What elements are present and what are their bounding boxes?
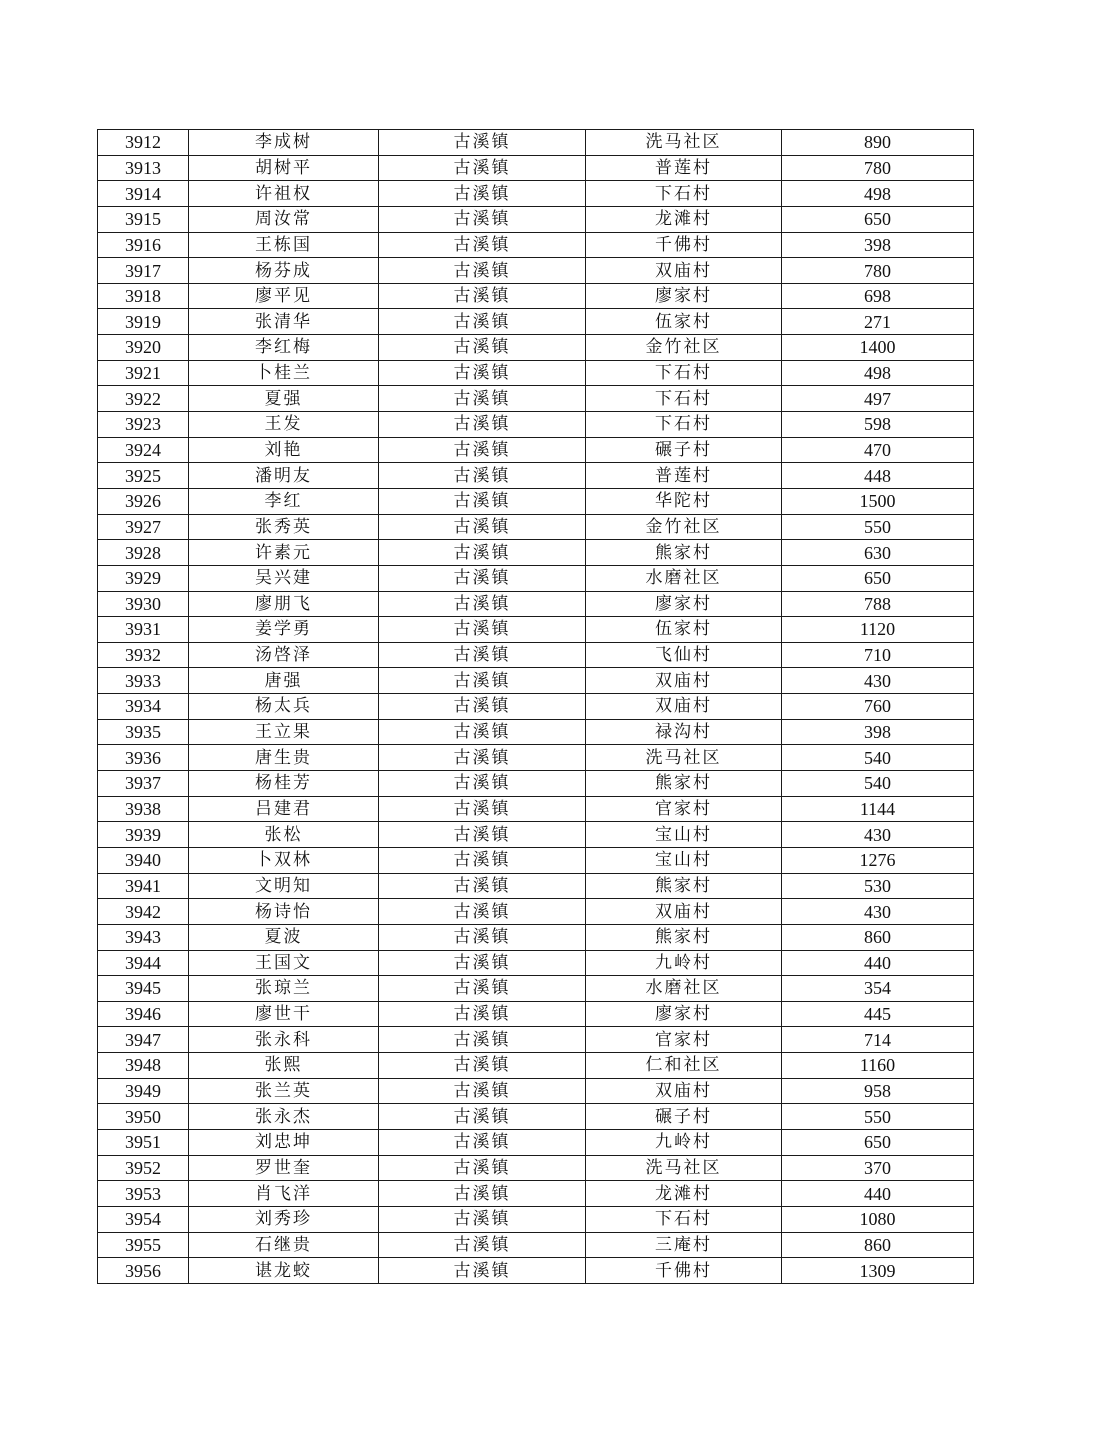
village-cell: 熊家村 [586,873,782,899]
serial-number-cell: 3954 [98,1206,189,1232]
table-row [98,437,974,463]
name-cell: 杨诗怡 [189,899,379,925]
serial-number-cell: 3916 [98,232,189,258]
table-row [98,1078,974,1104]
village-cell: 仁和社区 [586,1053,782,1079]
village-cell: 熊家村 [586,771,782,797]
village-cell: 双庙村 [586,694,782,720]
serial-number-cell: 3914 [98,181,189,207]
village-cell: 伍家村 [586,309,782,335]
amount-cell: 497 [782,386,974,412]
town-cell: 古溪镇 [379,873,586,899]
table-row [98,1027,974,1053]
table-row [98,591,974,617]
name-cell: 唐强 [189,668,379,694]
village-cell: 禄沟村 [586,719,782,745]
name-cell: 李红梅 [189,335,379,361]
amount-cell: 1400 [782,335,974,361]
town-cell: 古溪镇 [379,668,586,694]
village-cell: 双庙村 [586,899,782,925]
amount-cell: 698 [782,283,974,309]
serial-number-cell: 3913 [98,155,189,181]
amount-cell: 760 [782,694,974,720]
table-row [98,976,974,1002]
serial-number-cell: 3945 [98,976,189,1002]
table-row [98,822,974,848]
serial-number-cell: 3936 [98,745,189,771]
name-cell: 谌龙蛟 [189,1258,379,1284]
table-row [98,1053,974,1079]
town-cell: 古溪镇 [379,694,586,720]
name-cell: 廖世干 [189,1001,379,1027]
amount-cell: 788 [782,591,974,617]
amount-cell: 550 [782,1104,974,1130]
amount-cell: 714 [782,1027,974,1053]
village-cell: 千佛村 [586,232,782,258]
town-cell: 古溪镇 [379,899,586,925]
town-cell: 古溪镇 [379,130,586,156]
village-cell: 廖家村 [586,591,782,617]
name-cell: 刘艳 [189,437,379,463]
table-row [98,847,974,873]
serial-number-cell: 3948 [98,1053,189,1079]
town-cell: 古溪镇 [379,1206,586,1232]
village-cell: 下石村 [586,360,782,386]
village-cell: 龙滩村 [586,206,782,232]
name-cell: 吕建君 [189,796,379,822]
name-cell: 王栋国 [189,232,379,258]
table-row [98,1258,974,1284]
amount-cell: 430 [782,668,974,694]
amount-cell: 448 [782,463,974,489]
town-cell: 古溪镇 [379,1129,586,1155]
serial-number-cell: 3937 [98,771,189,797]
table-row [98,335,974,361]
name-cell: 廖朋飞 [189,591,379,617]
village-cell: 金竹社区 [586,335,782,361]
serial-number-cell: 3931 [98,617,189,643]
town-cell: 古溪镇 [379,796,586,822]
amount-cell: 530 [782,873,974,899]
town-cell: 古溪镇 [379,412,586,438]
village-cell: 下石村 [586,181,782,207]
serial-number-cell: 3925 [98,463,189,489]
table-row [98,617,974,643]
table-row [98,1104,974,1130]
name-cell: 卜桂兰 [189,360,379,386]
amount-cell: 1276 [782,847,974,873]
amount-cell: 710 [782,642,974,668]
town-cell: 古溪镇 [379,591,586,617]
village-cell: 碾子村 [586,1104,782,1130]
table-row [98,950,974,976]
town-cell: 古溪镇 [379,719,586,745]
name-cell: 肖飞洋 [189,1181,379,1207]
serial-number-cell: 3917 [98,258,189,284]
amount-cell: 1500 [782,488,974,514]
amount-cell: 780 [782,155,974,181]
town-cell: 古溪镇 [379,155,586,181]
amount-cell: 440 [782,950,974,976]
table-row [98,1155,974,1181]
serial-number-cell: 3921 [98,360,189,386]
name-cell: 张熙 [189,1053,379,1079]
town-cell: 古溪镇 [379,1181,586,1207]
serial-number-cell: 3927 [98,514,189,540]
serial-number-cell: 3951 [98,1129,189,1155]
name-cell: 张永科 [189,1027,379,1053]
name-cell: 张兰英 [189,1078,379,1104]
amount-cell: 430 [782,822,974,848]
name-cell: 胡树平 [189,155,379,181]
village-cell: 九岭村 [586,1129,782,1155]
serial-number-cell: 3919 [98,309,189,335]
town-cell: 古溪镇 [379,771,586,797]
serial-number-cell: 3933 [98,668,189,694]
amount-cell: 650 [782,1129,974,1155]
name-cell: 文明知 [189,873,379,899]
table-row [98,514,974,540]
serial-number-cell: 3935 [98,719,189,745]
town-cell: 古溪镇 [379,565,586,591]
table-row [98,181,974,207]
table-row [98,206,974,232]
amount-cell: 445 [782,1001,974,1027]
amount-cell: 1160 [782,1053,974,1079]
serial-number-cell: 3934 [98,694,189,720]
amount-cell: 780 [782,258,974,284]
town-cell: 古溪镇 [379,283,586,309]
table-row [98,745,974,771]
serial-number-cell: 3930 [98,591,189,617]
name-cell: 王立果 [189,719,379,745]
town-cell: 古溪镇 [379,463,586,489]
village-cell: 九岭村 [586,950,782,976]
table-body [98,130,974,1284]
table-row [98,232,974,258]
town-cell: 古溪镇 [379,976,586,1002]
town-cell: 古溪镇 [379,386,586,412]
name-cell: 杨桂芳 [189,771,379,797]
name-cell: 张永杰 [189,1104,379,1130]
serial-number-cell: 3922 [98,386,189,412]
village-cell: 双庙村 [586,258,782,284]
town-cell: 古溪镇 [379,1053,586,1079]
serial-number-cell: 3940 [98,847,189,873]
table-row [98,873,974,899]
town-cell: 古溪镇 [379,232,586,258]
amount-cell: 860 [782,1232,974,1258]
village-cell: 普莲村 [586,463,782,489]
amount-cell: 440 [782,1181,974,1207]
name-cell: 张清华 [189,309,379,335]
serial-number-cell: 3952 [98,1155,189,1181]
name-cell: 卜双林 [189,847,379,873]
serial-number-cell: 3941 [98,873,189,899]
serial-number-cell: 3944 [98,950,189,976]
table-row [98,1206,974,1232]
town-cell: 古溪镇 [379,1258,586,1284]
town-cell: 古溪镇 [379,847,586,873]
table-row [98,488,974,514]
village-cell: 三庵村 [586,1232,782,1258]
village-cell: 碾子村 [586,437,782,463]
table-row [98,258,974,284]
amount-cell: 398 [782,232,974,258]
amount-cell: 598 [782,412,974,438]
town-cell: 古溪镇 [379,335,586,361]
village-cell: 洗马社区 [586,745,782,771]
amount-cell: 650 [782,565,974,591]
name-cell: 李红 [189,488,379,514]
table-row [98,1001,974,1027]
table-row [98,668,974,694]
village-cell: 廖家村 [586,283,782,309]
amount-cell: 498 [782,181,974,207]
village-cell: 千佛村 [586,1258,782,1284]
name-cell: 唐生贵 [189,745,379,771]
village-cell: 洗马社区 [586,130,782,156]
town-cell: 古溪镇 [379,924,586,950]
table-row [98,694,974,720]
table-row [98,283,974,309]
table-row [98,1181,974,1207]
village-cell: 水磨社区 [586,565,782,591]
serial-number-cell: 3950 [98,1104,189,1130]
table-row [98,386,974,412]
village-cell: 双庙村 [586,1078,782,1104]
village-cell: 双庙村 [586,668,782,694]
name-cell: 潘明友 [189,463,379,489]
village-cell: 官家村 [586,796,782,822]
village-cell: 宝山村 [586,822,782,848]
serial-number-cell: 3929 [98,565,189,591]
serial-number-cell: 3956 [98,1258,189,1284]
amount-cell: 354 [782,976,974,1002]
village-cell: 飞仙村 [586,642,782,668]
name-cell: 李成树 [189,130,379,156]
table-row [98,1232,974,1258]
serial-number-cell: 3926 [98,488,189,514]
village-cell: 下石村 [586,412,782,438]
table-row [98,540,974,566]
table-row [98,771,974,797]
serial-number-cell: 3947 [98,1027,189,1053]
town-cell: 古溪镇 [379,181,586,207]
table-row [98,463,974,489]
town-cell: 古溪镇 [379,1155,586,1181]
table-row [98,719,974,745]
table-row [98,924,974,950]
name-cell: 张琼兰 [189,976,379,1002]
name-cell: 杨芬成 [189,258,379,284]
table-row [98,642,974,668]
serial-number-cell: 3924 [98,437,189,463]
amount-cell: 1120 [782,617,974,643]
amount-cell: 470 [782,437,974,463]
town-cell: 古溪镇 [379,206,586,232]
name-cell: 夏强 [189,386,379,412]
name-cell: 王国文 [189,950,379,976]
village-cell: 廖家村 [586,1001,782,1027]
serial-number-cell: 3942 [98,899,189,925]
village-cell: 下石村 [586,386,782,412]
amount-cell: 650 [782,206,974,232]
amount-cell: 540 [782,771,974,797]
town-cell: 古溪镇 [379,950,586,976]
town-cell: 古溪镇 [379,1001,586,1027]
village-cell: 水磨社区 [586,976,782,1002]
town-cell: 古溪镇 [379,437,586,463]
name-cell: 罗世奎 [189,1155,379,1181]
town-cell: 古溪镇 [379,1232,586,1258]
serial-number-cell: 3923 [98,412,189,438]
name-cell: 姜学勇 [189,617,379,643]
amount-cell: 540 [782,745,974,771]
amount-cell: 271 [782,309,974,335]
town-cell: 古溪镇 [379,1027,586,1053]
town-cell: 古溪镇 [379,617,586,643]
amount-cell: 890 [782,130,974,156]
amount-cell: 630 [782,540,974,566]
name-cell: 汤啓泽 [189,642,379,668]
amount-cell: 498 [782,360,974,386]
village-cell: 熊家村 [586,540,782,566]
serial-number-cell: 3912 [98,130,189,156]
name-cell: 夏波 [189,924,379,950]
village-cell: 熊家村 [586,924,782,950]
serial-number-cell: 3953 [98,1181,189,1207]
town-cell: 古溪镇 [379,360,586,386]
table-row [98,130,974,156]
serial-number-cell: 3928 [98,540,189,566]
town-cell: 古溪镇 [379,488,586,514]
amount-cell: 430 [782,899,974,925]
amount-cell: 398 [782,719,974,745]
serial-number-cell: 3918 [98,283,189,309]
name-cell: 许素元 [189,540,379,566]
town-cell: 古溪镇 [379,1078,586,1104]
serial-number-cell: 3915 [98,206,189,232]
village-cell: 华陀村 [586,488,782,514]
name-cell: 石继贵 [189,1232,379,1258]
table-row [98,796,974,822]
table-row [98,899,974,925]
table-row [98,1129,974,1155]
serial-number-cell: 3932 [98,642,189,668]
amount-cell: 958 [782,1078,974,1104]
amount-cell: 1309 [782,1258,974,1284]
village-cell: 宝山村 [586,847,782,873]
town-cell: 古溪镇 [379,258,586,284]
village-cell: 下石村 [586,1206,782,1232]
village-cell: 龙滩村 [586,1181,782,1207]
name-cell: 刘忠坤 [189,1129,379,1155]
serial-number-cell: 3939 [98,822,189,848]
town-cell: 古溪镇 [379,745,586,771]
name-cell: 刘秀珍 [189,1206,379,1232]
table-row [98,565,974,591]
town-cell: 古溪镇 [379,514,586,540]
serial-number-cell: 3938 [98,796,189,822]
amount-cell: 1144 [782,796,974,822]
name-cell: 廖平见 [189,283,379,309]
amount-cell: 370 [782,1155,974,1181]
name-cell: 杨太兵 [189,694,379,720]
table-row [98,360,974,386]
village-cell: 金竹社区 [586,514,782,540]
town-cell: 古溪镇 [379,1104,586,1130]
serial-number-cell: 3943 [98,924,189,950]
town-cell: 古溪镇 [379,309,586,335]
table-row [98,412,974,438]
village-cell: 伍家村 [586,617,782,643]
village-cell: 普莲村 [586,155,782,181]
serial-number-cell: 3946 [98,1001,189,1027]
village-cell: 官家村 [586,1027,782,1053]
town-cell: 古溪镇 [379,822,586,848]
table-row [98,155,974,181]
village-cell: 洗马社区 [586,1155,782,1181]
name-cell: 吴兴建 [189,565,379,591]
table-row [98,309,974,335]
name-cell: 周汝常 [189,206,379,232]
amount-cell: 860 [782,924,974,950]
name-cell: 张松 [189,822,379,848]
serial-number-cell: 3920 [98,335,189,361]
name-cell: 许祖权 [189,181,379,207]
data-table [97,129,974,1284]
name-cell: 王发 [189,412,379,438]
amount-cell: 1080 [782,1206,974,1232]
town-cell: 古溪镇 [379,642,586,668]
serial-number-cell: 3949 [98,1078,189,1104]
name-cell: 张秀英 [189,514,379,540]
town-cell: 古溪镇 [379,540,586,566]
amount-cell: 550 [782,514,974,540]
serial-number-cell: 3955 [98,1232,189,1258]
